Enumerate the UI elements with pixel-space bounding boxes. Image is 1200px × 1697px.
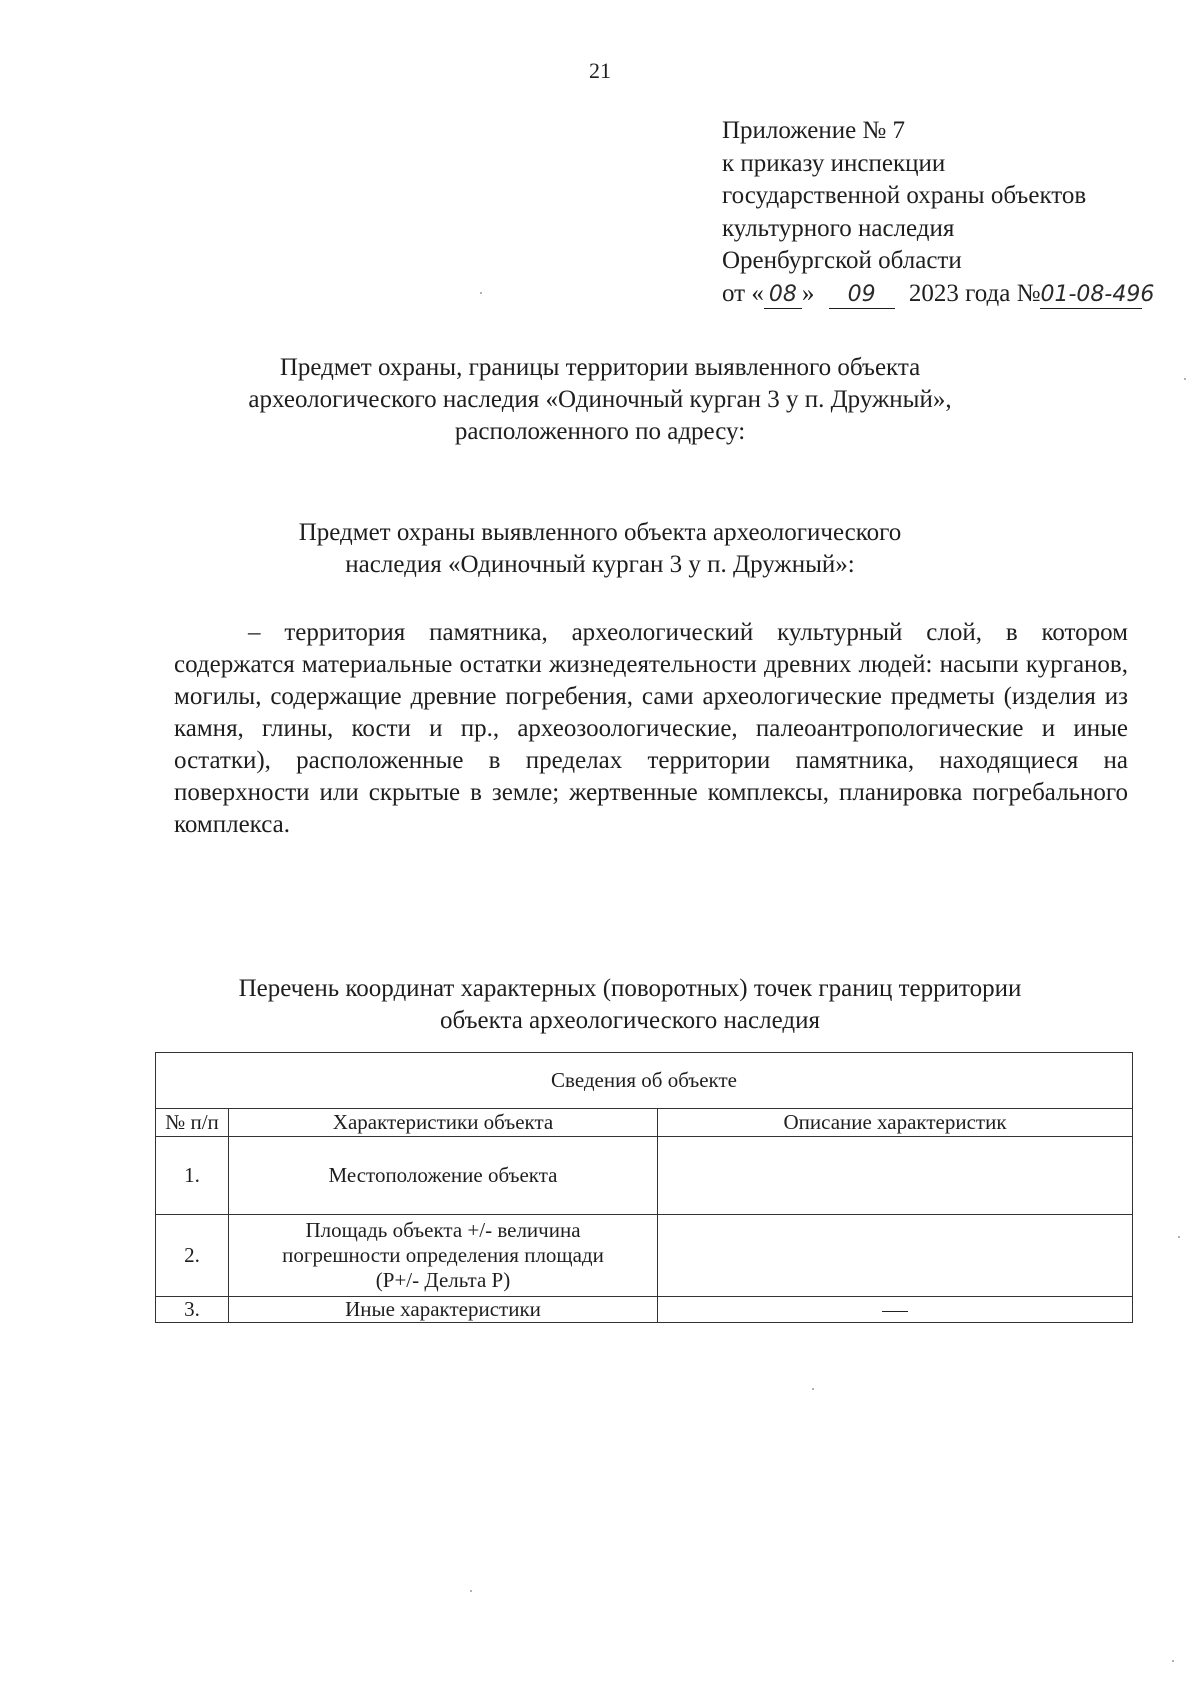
table-row: 3. Иные характеристики [156,1297,1133,1323]
appendix-line: к приказу инспекции [722,149,946,177]
page-number: 21 [589,58,611,83]
appendix-block [722,115,1155,310]
table-row: 1. Местоположение объекта [156,1137,1133,1215]
object-info-table [155,1052,1133,1323]
order-number: 01-08-496 [1040,281,1155,307]
document-heading: Предмет охраны, границы территории выявленного объекта археологического наследия «Одиночный курган 3 у п. Дружный», расположенного по адресу: [248,354,952,445]
order-month: 09 [829,282,895,309]
scan-speck [1184,378,1186,380]
subject-paragraph: – территория памятника, археологический культурный слой, в котором содержатся материальные остатки жизнедеятельности древних людей: насыпи курганов, могилы, содержащие древние погребения, сами археологические предметы (изделия из камня, глины, кости и пр., археозоологические, палеоантропологические и иные остатки), расположенные в пределах территории памятника, находящиеся на поверхности или скрытые в земле; жертвенные комплексы, планировка погребального комплекса. [174,619,1128,838]
appendix-title: Приложение № 7 [722,117,906,144]
scan-speck [1172,1660,1174,1662]
scan-speck [480,292,482,294]
table-header-characteristics: Характеристики объекта [229,1109,658,1137]
scan-speck [812,1388,814,1390]
scan-speck [470,1590,472,1592]
subject-heading: Предмет охраны выявленного объекта археологического наследия «Одиночный курган 3 у п. Дружный»: [298,519,902,578]
order-date-line: от « 08 » 09 2023 года №01-08-496 [722,279,1155,307]
appendix-line: государственной охраны объектов [722,182,1087,209]
empty-value-dash [882,1311,908,1312]
table-header-description: Описание характеристик [658,1109,1133,1137]
coordinates-heading: Перечень координат характерных (поворотных) точек границ территории объекта археологического наследия [238,975,1022,1034]
appendix-line: Оренбургской области [722,247,962,274]
order-day: 08 [764,282,802,309]
appendix-line: культурного наследия [722,214,955,242]
table-caption: Сведения об объекте [156,1053,1133,1109]
table-header-number: № п/п [156,1109,229,1137]
table-row: 2. Площадь объекта +/- величина погрешности определения площади (P+/- Дельта P) [156,1215,1133,1297]
scan-speck [1178,1236,1180,1238]
